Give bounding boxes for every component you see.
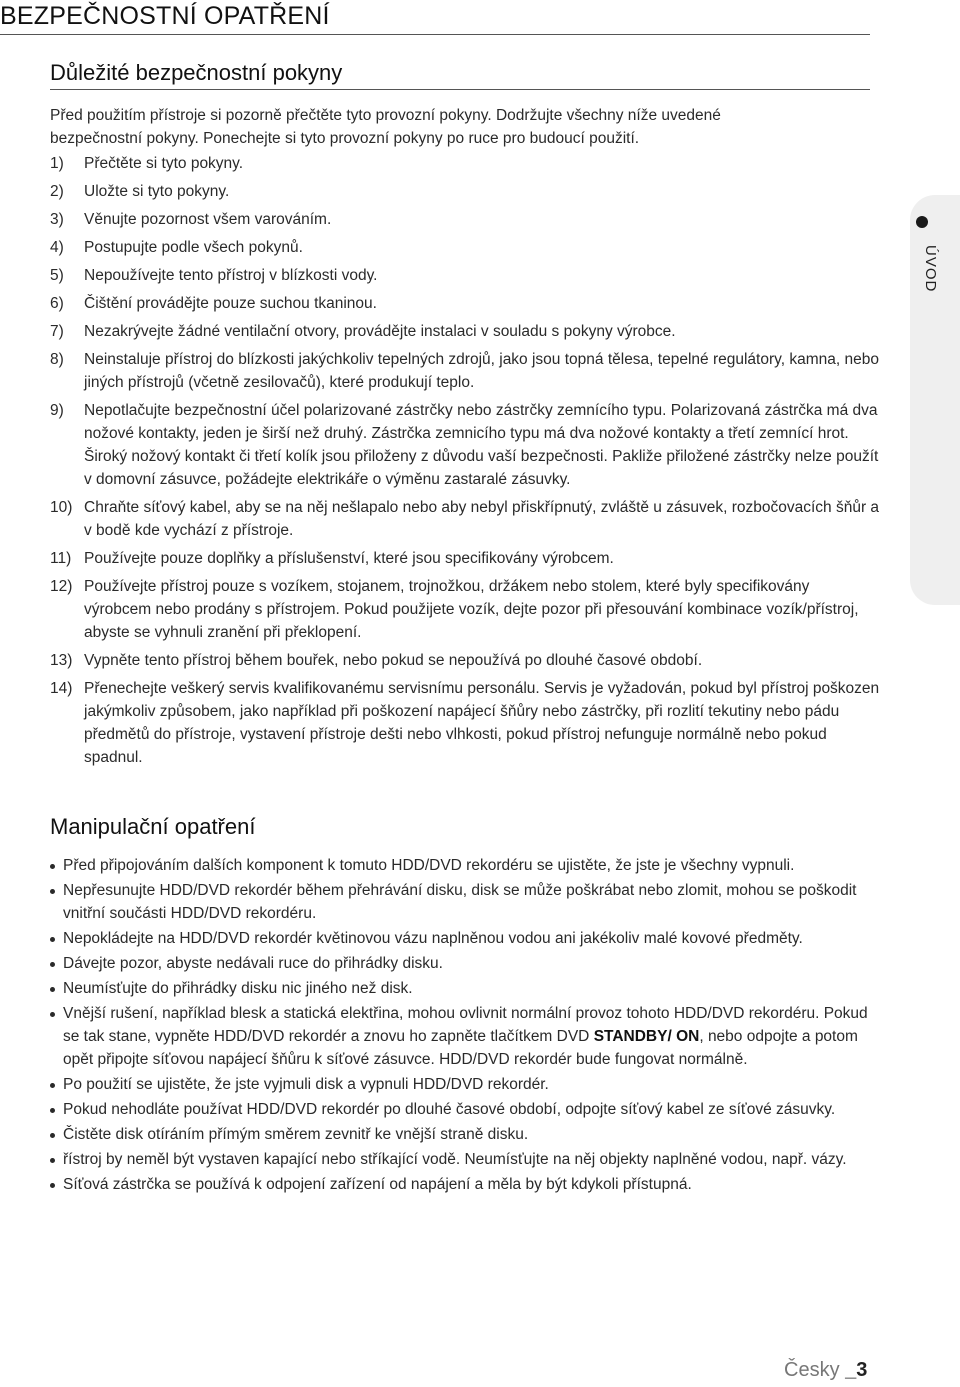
item-text: Vypněte tento přístroj během bouřek, nebo pokud se nepoužívá po dlouhé časové období. <box>84 652 703 669</box>
item-text: Uložte si tyto pokyny. <box>84 183 230 200</box>
item-text: Věnujte pozornost všem varováním. <box>84 211 332 228</box>
item-number: 11) <box>50 550 72 567</box>
item-text: Chraňte síťový kabel, aby se na něj nešlapalo nebo aby nebyl přiskřípnutý, zvláště u zásuvek, rozbočovacích šňůr a v bodě kde vychází z přístroje. <box>84 499 880 539</box>
footer-language: Česky <box>784 1359 840 1381</box>
chapter-bullet-icon <box>916 216 928 228</box>
item-number: 5) <box>50 267 64 284</box>
standby-on-label: STANDBY/ ON <box>593 1028 700 1045</box>
handling-precautions-list <box>50 854 880 1198</box>
item-number: 9) <box>50 402 64 419</box>
section-heading-handling: Manipulační opatření <box>50 814 256 839</box>
list-item: Pokud nehodláte používat HDD/DVD rekordér po dlouhé časové období, odpojte síťový kabel ze síťové zásuvky. <box>50 1098 880 1121</box>
list-item: Dávejte pozor, abyste nedávali ruce do přihrádky disku. <box>50 952 880 975</box>
item-text: Nepoužívejte tento přístroj v blízkosti vody. <box>84 267 378 284</box>
item-number: 14) <box>50 680 73 697</box>
item-text: Nepotlačujte bezpečnostní účel polarizované zástrčky nebo zástrčky zemnícího typu. Polarizovaná zástrčka má dva nožové kontakty, jeden je širší než druhý. Zástrčka zemnicího typu má dva nožové kontakty a třetí zemnící hrot. Široký nožový kontakt či třetí kolík jsou přiloženy z důvodu vaší bezpečnosti. Pakliže přiložené zástrčky nelze použít v domovní zásuvce, požádejte elektrikáře o výměnu zastaralé zásuvky. <box>84 402 879 488</box>
intro-line: bezpečnostní pokyny. Ponechejte si tyto provozní pokyny po ruce pro budoucí použití. <box>50 130 640 147</box>
page-number: _3 <box>845 1359 868 1381</box>
list-item <box>50 677 880 769</box>
list-item <box>50 264 880 287</box>
list-item <box>50 547 880 570</box>
item-text: Neinstaluje přístroj do blízkosti jakýchkoliv tepelných zdrojů, jako jsou topná tělesa, tepelné regulátory, kamna, nebo jiných přístrojů (včetně zesilovačů), které produkují teplo. <box>84 351 879 391</box>
item-number: 6) <box>50 295 64 312</box>
item-number: 8) <box>50 351 64 368</box>
list-item <box>50 208 880 231</box>
item-number: 4) <box>50 239 64 256</box>
list-item: Nepřesunujte HDD/DVD rekordér během přehrávání disku, disk se může poškrábat nebo zlomit, mohou se poškodit vnitřní součásti HDD/DVD rekordéru. <box>50 879 880 925</box>
item-number: 12) <box>50 578 73 595</box>
list-item <box>50 152 880 175</box>
list-item: Po použití se ujistěte, že jste vyjmuli disk a vypnuli HDD/DVD rekordér. <box>50 1073 880 1096</box>
list-item <box>50 496 880 542</box>
item-text: Přečtěte si tyto pokyny. <box>84 155 244 172</box>
list-item <box>50 292 880 315</box>
section-divider-safety <box>50 89 870 90</box>
safety-instructions-list <box>50 152 880 774</box>
list-item: Neumísťujte do přihrádky disku nic jiného než disk. <box>50 977 880 1000</box>
item-number: 13) <box>50 652 73 669</box>
item-text: Přenechejte veškerý servis kvalifikovanému servisnímu personálu. Servis je vyžadován, pokud byl přístroj poškozen jakýmkoliv způsobem, jako například při poškození napájecí šňůry nebo zástrčky, při rozlití tekutiny nebo pádu předmětů do přístroje, vystavení přístroje dešti nebo vlhkosti, pokud přístroj nefunguje normálně nebo pokud spadnul. <box>84 680 880 766</box>
section-heading-safety: Důležité bezpečnostní pokyny <box>50 60 343 85</box>
intro-paragraph <box>50 104 870 150</box>
page-footer <box>784 1359 867 1382</box>
item-text: Používejte přístroj pouze s vozíkem, stojanem, trojnožkou, držákem nebo stolem, které byly specifikovány výrobcem nebo prodány s přístrojem. Pokud použijete vozík, dejte pozor při přesouvání kombinace vozík/přístroj, abyste se vyhnuli zranění při překlopení. <box>84 578 859 641</box>
item-number: 2) <box>50 183 64 200</box>
item-text: Postupujte podle všech pokynů. <box>84 239 303 256</box>
item-text: Nezakrývejte žádné ventilační otvory, provádějte instalaci v souladu s pokyny výrobce. <box>84 323 676 340</box>
item-text: Čištění provádějte pouze suchou tkaninou. <box>84 295 377 312</box>
chapter-tab-label: ÚVOD <box>922 245 939 293</box>
list-item <box>50 399 880 491</box>
list-item <box>50 320 880 343</box>
list-item <box>50 575 880 644</box>
list-item: Síťová zástrčka se používá k odpojení zařízení od napájení a měla by být kdykoli přístupná. <box>50 1173 880 1196</box>
list-item: Před připojováním dalších komponent k tomuto HDD/DVD rekordéru se ujistěte, že jste je všechny vypnuli. <box>50 854 880 877</box>
item-number: 7) <box>50 323 64 340</box>
list-item <box>50 180 880 203</box>
item-text: , nebo odpojte a potom opět připojte síťovou napájecí šňůru k síťové zásuvce. HDD/DVD rekordér bude fungovat normálně. <box>63 1028 858 1068</box>
list-item <box>50 348 880 394</box>
item-number: 3) <box>50 211 64 228</box>
list-item: Čistěte disk otíráním přímým směrem zevnitř ke vnější straně disku. <box>50 1123 880 1146</box>
title-divider <box>0 34 870 35</box>
page-title: BEZPEČNOSTNÍ OPATŘENÍ <box>0 2 330 30</box>
item-text: Vnější rušení, například blesk a statická elektřina, mohou ovlivnit normální provoz tohoto HDD/DVD rekordéru. Pokud se tak stane, vypněte HDD/DVD rekordér a znovu ho zapněte tlačítkem DVD <box>63 1005 868 1045</box>
intro-line: Před použitím přístroje si pozorně přečtěte tyto provozní pokyny. Dodržujte všechny níže uvedené <box>50 107 721 124</box>
list-item: Nepokládejte na HDD/DVD rekordér květinovou vázu naplněnou vodou ani jakékoliv malé kovové předměty. <box>50 927 880 950</box>
item-text: Používejte pouze doplňky a příslušenství, které jsou specifikovány výrobcem. <box>84 550 614 567</box>
list-item <box>50 1002 880 1071</box>
item-number: 10) <box>50 499 73 516</box>
list-item: řístroj by neměl být vystaven kapající nebo stříkající vodě. Neumísťujte na něj objekty naplněné vodou, např. vázy. <box>50 1148 880 1171</box>
list-item <box>50 236 880 259</box>
list-item <box>50 649 880 672</box>
item-number: 1) <box>50 155 64 172</box>
